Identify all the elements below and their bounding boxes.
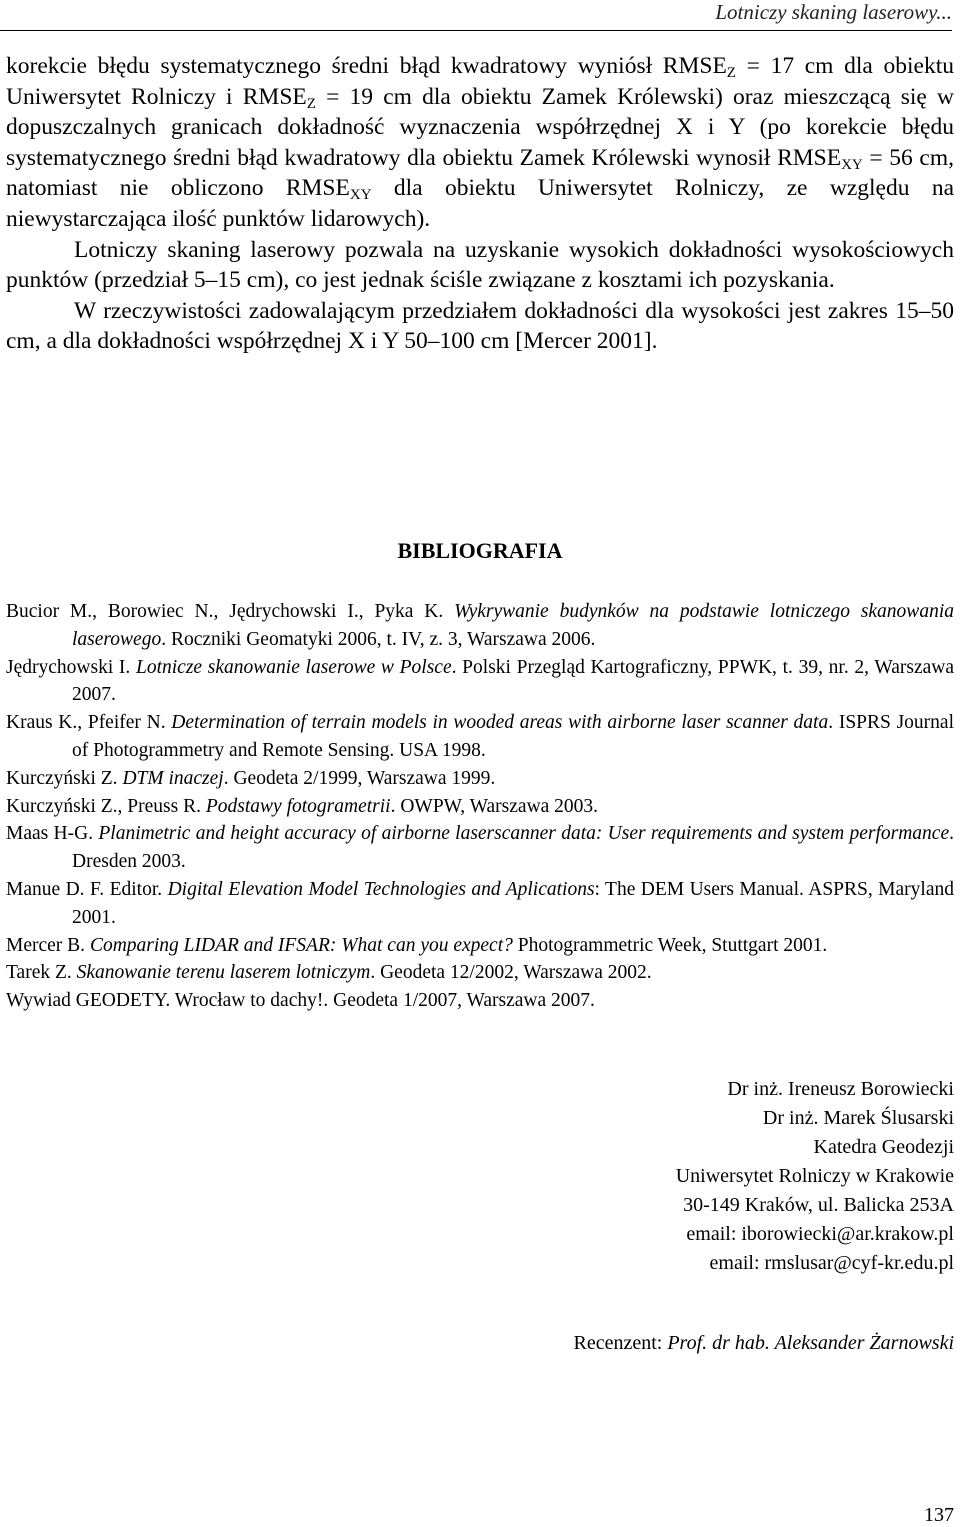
address: 30-149 Kraków, ul. Balicka 253A xyxy=(683,1194,954,1216)
paragraph-1 xyxy=(6,51,954,235)
reference-authors: Kurczyński Z. xyxy=(6,767,123,789)
reference-item xyxy=(6,987,954,1015)
p1-sub-2: Z xyxy=(306,95,316,112)
author-1: Dr inż. Ireneusz Borowiecki xyxy=(727,1078,954,1100)
reference-authors: Bucior M., Borowiec N., Jędrychowski I., Pyka K. xyxy=(6,601,455,622)
reference-item xyxy=(6,709,954,765)
reference-title: DTM inaczej xyxy=(122,767,224,789)
p1-sub-1: Z xyxy=(726,65,736,81)
author-affiliation xyxy=(354,1075,954,1278)
department: Katedra Geodezji xyxy=(813,1136,954,1158)
body-text xyxy=(6,51,954,357)
reference-item xyxy=(6,876,954,932)
paragraph-2: Lotniczy skaning laserowy pozwala na uzyskanie wysokich dokładności wysokościowych punktów (przedział 5–15 cm), co jest jednak ściśle związane z kosztami ich pozyskania. xyxy=(6,236,954,294)
reference-authors: Kurczyński Z., Preuss R. xyxy=(6,795,206,817)
email-2: email: rmslusar@cyf-kr.edu.pl xyxy=(709,1252,954,1274)
p1-text-e: dla obiektu Uniwersytet Rolniczy, ze względu na niewystarczająca ilość punktów lidarowych). xyxy=(6,175,955,232)
reference-list xyxy=(6,598,954,1015)
reference-item xyxy=(6,932,954,960)
reference-authors: Maas H-G. xyxy=(6,823,99,845)
reference-title: Comparing LIDAR and IFSAR: What can you expect? xyxy=(89,934,513,956)
reference-title: Skanowanie terenu laserem lotniczym xyxy=(76,962,371,984)
reference-item xyxy=(6,793,954,821)
reference-source: . Geodeta 12/2002, Warszawa 2002. xyxy=(370,962,652,984)
page-number: 137 xyxy=(924,1504,954,1526)
reference-authors: Manue D. F. Editor. xyxy=(6,878,168,900)
author-2: Dr inż. Marek Ślusarski xyxy=(762,1107,954,1129)
reference-title: Wykrywanie budynków na podstawie lotniczego skanowania laserowego xyxy=(72,601,954,650)
paragraph-3: W rzeczywistości zadowalającym przedziałem dokładności dla wysokości jest zakres 15–50 cm, a dla dokładności współrzędnej X i Y 50–100 cm [Mercer 2001]. xyxy=(6,297,954,355)
p1-text-a: korekcie błędu systematycznego średni błąd kwadratowy wyniósł RMSE xyxy=(6,53,727,79)
reference-item xyxy=(6,959,954,987)
reference-authors: Kraus K., Pfeifer N. xyxy=(6,712,172,734)
reference-item xyxy=(6,654,954,710)
bibliography-heading: BIBLIOGRAFIA xyxy=(397,538,563,563)
p1-text-d: = 56 cm, natomiast nie obliczono RMSE xyxy=(6,144,954,202)
reference-item xyxy=(6,765,954,793)
reference-authors: Mercer B. xyxy=(6,934,90,956)
reviewer-label: Recenzent: xyxy=(573,1332,668,1354)
reviewer-name: Prof. dr hab. Aleksander Żarnowski xyxy=(667,1332,954,1354)
p1-text-b: = 17 cm dla obiektu Uniwersytet Rolniczy i RMSE xyxy=(6,53,954,110)
reference-title: Podstawy fotogrametrii xyxy=(205,795,391,817)
reference-item xyxy=(6,598,954,654)
reference-source: . Roczniki Geomatyki 2006, t. IV, z. 3, Warszawa 2006. xyxy=(161,628,596,650)
university: Uniwersytet Rolniczy w Krakowie xyxy=(675,1165,954,1187)
reference-source: Photogrammetric Week, Stuttgart 2001. xyxy=(512,934,828,956)
p1-sub-4: XY xyxy=(349,187,372,204)
reference-source: . OWPW, Warszawa 2003. xyxy=(390,795,599,817)
reference-authors: Tarek Z. xyxy=(6,962,77,984)
reference-title: Determination of terrain models in wooded areas with airborne laser scanner data xyxy=(171,712,829,734)
reference-item xyxy=(6,820,954,876)
p1-sub-3: XY xyxy=(841,156,863,173)
reference-authors: Wywiad GEODETY. Wrocław to dachy!. Geodeta 1/2007, Warszawa 2007. xyxy=(6,990,595,1012)
email-1: email: iborowiecki@ar.krakow.pl xyxy=(686,1223,954,1245)
reference-source: . Geodeta 2/1999, Warszawa 1999. xyxy=(223,767,496,789)
reference-title: Digital Elevation Model Technologies and Aplications xyxy=(167,878,595,900)
reference-title: Lotnicze skanowanie laserowe w Polsce xyxy=(136,656,452,678)
reference-source: . Polski Przegląd Kartograficzny, PPWK, t. 39, nr. 2, Warszawa 2007. xyxy=(72,656,955,706)
reference-source: . ISPRS Journal of Photogrammetry and Remote Sensing. USA 1998. xyxy=(72,712,954,761)
reference-title: Planimetric and height accuracy of airborne laserscanner data: User requirements and system performance xyxy=(98,823,950,845)
running-head: Lotniczy skaning laserowy... xyxy=(0,0,952,31)
reference-source: : The DEM Users Manual. ASPRS, Maryland 2001. xyxy=(72,878,954,928)
reviewer-line xyxy=(254,1328,954,1358)
reference-source: . Dresden 2003. xyxy=(72,823,954,873)
reference-authors: Jędrychowski I. xyxy=(6,656,136,678)
p1-text-c: = 19 cm dla obiektu Zamek Królewski) oraz mieszczącą się w dopuszczalnych granicach dokładność wyznaczenia współrzędnej X i Y (po korekcie błędu systematycznego średni błąd kwadratowy dla obiektu Zamek Królewski wynosił RMSE xyxy=(6,83,954,171)
